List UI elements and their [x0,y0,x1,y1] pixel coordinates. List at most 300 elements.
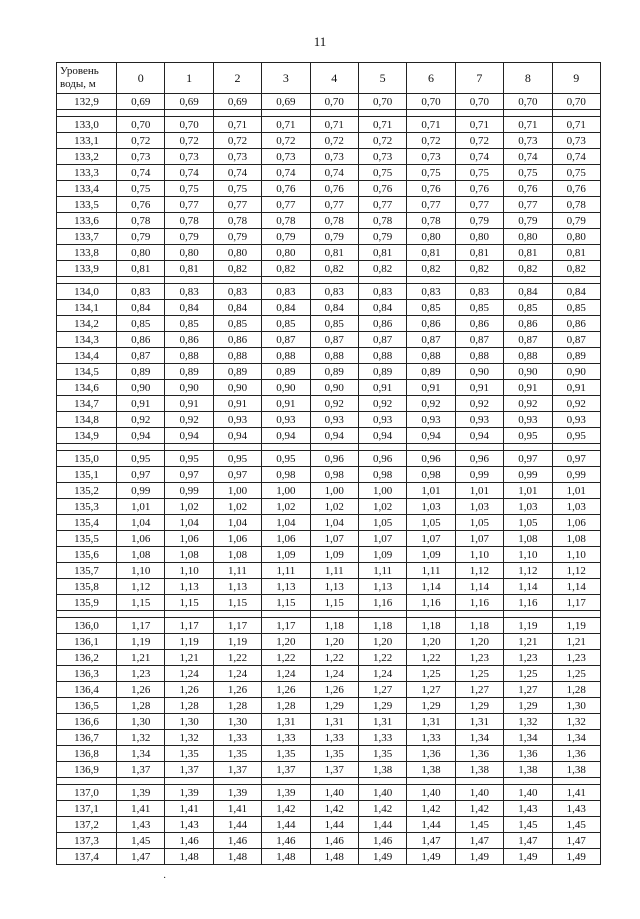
value-cell: 1,00 [358,483,406,499]
value-cell: 1,31 [262,714,310,730]
value-cell: 0,85 [455,300,503,316]
value-cell: 1,09 [358,547,406,563]
value-cell: 0,78 [165,213,213,229]
separator-cell [552,444,600,451]
value-cell: 0,81 [552,245,600,261]
header-col-9: 9 [552,63,600,94]
value-cell: 1,23 [455,650,503,666]
level-cell: 136,4 [57,682,117,698]
value-cell: 1,40 [310,785,358,801]
separator-cell [117,778,165,785]
value-cell: 0,98 [310,467,358,483]
value-cell: 1,14 [407,579,455,595]
level-cell: 136,0 [57,618,117,634]
value-cell: 1,45 [552,817,600,833]
level-cell: 137,4 [57,849,117,865]
value-cell: 1,07 [310,531,358,547]
value-cell: 1,48 [165,849,213,865]
level-cell: 136,5 [57,698,117,714]
value-cell: 1,03 [455,499,503,515]
separator-cell [407,110,455,117]
value-cell: 1,43 [504,801,552,817]
value-cell: 0,89 [213,364,261,380]
value-cell: 1,48 [213,849,261,865]
value-cell: 1,31 [358,714,406,730]
value-cell: 1,42 [455,801,503,817]
value-cell: 0,82 [358,261,406,277]
value-cell: 1,46 [213,833,261,849]
value-cell: 0,74 [310,165,358,181]
value-cell: 0,73 [262,149,310,165]
value-cell: 0,70 [552,94,600,110]
value-cell: 1,24 [358,666,406,682]
value-cell: 1,47 [552,833,600,849]
value-cell: 1,04 [117,515,165,531]
value-cell: 1,44 [310,817,358,833]
value-cell: 1,49 [358,849,406,865]
level-cell: 137,3 [57,833,117,849]
level-cell: 134,6 [57,380,117,396]
table-row [57,197,601,213]
value-cell: 1,42 [407,801,455,817]
value-cell: 0,95 [117,451,165,467]
value-cell: 0,97 [165,467,213,483]
value-cell: 1,18 [310,618,358,634]
value-cell: 1,30 [165,714,213,730]
value-cell: 0,76 [358,181,406,197]
value-cell: 0,94 [358,428,406,444]
value-cell: 0,75 [552,165,600,181]
value-cell: 0,84 [165,300,213,316]
value-cell: 0,80 [262,245,310,261]
value-cell: 0,87 [358,332,406,348]
table-row [57,213,601,229]
value-cell: 0,80 [504,229,552,245]
value-cell: 1,13 [213,579,261,595]
table-row [57,849,601,865]
value-cell: 0,81 [504,245,552,261]
value-cell: 0,72 [455,133,503,149]
value-cell: 0,78 [262,213,310,229]
level-cell: 135,7 [57,563,117,579]
value-cell: 1,05 [358,515,406,531]
value-cell: 0,91 [213,396,261,412]
value-cell: 1,40 [455,785,503,801]
header-col-6: 6 [407,63,455,94]
value-cell: 0,91 [407,380,455,396]
value-cell: 1,03 [552,499,600,515]
value-cell: 1,00 [310,483,358,499]
value-cell: 1,00 [262,483,310,499]
level-cell: 134,2 [57,316,117,332]
value-cell: 0,82 [552,261,600,277]
value-cell: 0,72 [310,133,358,149]
value-cell: 1,02 [165,499,213,515]
value-cell: 0,77 [310,197,358,213]
value-cell: 1,17 [552,595,600,611]
separator-cell [57,277,117,284]
value-cell: 0,90 [213,380,261,396]
value-cell: 0,92 [552,396,600,412]
page-number: 11 [313,34,327,49]
value-cell: 1,08 [213,547,261,563]
separator-cell [117,444,165,451]
level-cell: 135,5 [57,531,117,547]
level-cell: 134,3 [57,332,117,348]
value-cell: 0,75 [504,165,552,181]
value-cell: 0,77 [165,197,213,213]
value-cell: 1,48 [310,849,358,865]
group-separator [57,778,601,785]
value-cell: 0,69 [213,94,261,110]
value-cell: 0,96 [407,451,455,467]
value-cell: 0,85 [117,316,165,332]
value-cell: 0,73 [358,149,406,165]
level-cell: 136,2 [57,650,117,666]
value-cell: 0,73 [117,149,165,165]
value-cell: 1,10 [455,547,503,563]
value-cell: 0,92 [455,396,503,412]
value-cell: 0,85 [552,300,600,316]
table-row [57,785,601,801]
value-cell: 0,72 [262,133,310,149]
value-cell: 0,73 [504,133,552,149]
separator-cell [213,110,261,117]
value-cell: 1,20 [310,634,358,650]
value-cell: 1,43 [165,817,213,833]
separator-cell [504,277,552,284]
value-cell: 1,32 [552,714,600,730]
value-cell: 1,14 [504,579,552,595]
value-cell: 0,88 [407,348,455,364]
value-cell: 1,32 [504,714,552,730]
value-cell: 1,06 [213,531,261,547]
value-cell: 0,78 [117,213,165,229]
value-cell: 1,20 [358,634,406,650]
value-cell: 0,81 [407,245,455,261]
value-cell: 0,95 [504,428,552,444]
value-cell: 0,73 [310,149,358,165]
value-cell: 1,24 [310,666,358,682]
value-cell: 0,82 [455,261,503,277]
separator-cell [407,778,455,785]
value-cell: 1,04 [262,515,310,531]
value-cell: 1,38 [358,762,406,778]
value-cell: 1,06 [117,531,165,547]
value-cell: 1,45 [504,817,552,833]
table-row [57,94,601,110]
value-cell: 0,82 [213,261,261,277]
value-cell: 1,09 [262,547,310,563]
value-cell: 1,43 [552,801,600,817]
value-cell: 0,81 [117,261,165,277]
value-cell: 0,77 [262,197,310,213]
value-cell: 0,82 [407,261,455,277]
value-cell: 1,22 [310,650,358,666]
value-cell: 0,93 [504,412,552,428]
value-cell: 1,17 [165,618,213,634]
value-cell: 1,02 [262,499,310,515]
value-cell: 0,76 [407,181,455,197]
separator-cell [358,778,406,785]
value-cell: 1,42 [358,801,406,817]
table-row [57,428,601,444]
value-cell: 1,37 [213,762,261,778]
header-col-0: 0 [117,63,165,94]
value-cell: 0,88 [455,348,503,364]
separator-cell [504,778,552,785]
value-cell: 0,92 [310,396,358,412]
value-cell: 1,40 [407,785,455,801]
table-row [57,412,601,428]
separator-cell [358,110,406,117]
value-cell: 1,13 [165,579,213,595]
table-row [57,467,601,483]
value-cell: 1,46 [358,833,406,849]
value-cell: 0,97 [552,451,600,467]
value-cell: 0,87 [262,332,310,348]
value-cell: 1,03 [407,499,455,515]
table-row [57,634,601,650]
separator-cell [552,110,600,117]
value-cell: 1,11 [213,563,261,579]
value-cell: 0,70 [407,94,455,110]
value-cell: 0,87 [455,332,503,348]
value-cell: 1,25 [407,666,455,682]
value-cell: 0,91 [552,380,600,396]
value-cell: 0,84 [213,300,261,316]
value-cell: 1,15 [165,595,213,611]
value-cell: 0,93 [310,412,358,428]
separator-cell [165,444,213,451]
value-cell: 0,71 [358,117,406,133]
value-cell: 0,77 [455,197,503,213]
value-cell: 0,79 [552,213,600,229]
value-cell: 1,49 [455,849,503,865]
value-cell: 0,76 [552,181,600,197]
level-cell: 135,3 [57,499,117,515]
value-cell: 1,16 [455,595,503,611]
value-cell: 1,40 [504,785,552,801]
value-cell: 1,03 [504,499,552,515]
value-cell: 0,75 [358,165,406,181]
value-cell: 0,79 [358,229,406,245]
separator-cell [358,611,406,618]
value-cell: 0,71 [504,117,552,133]
value-cell: 0,69 [165,94,213,110]
value-cell: 1,10 [117,563,165,579]
value-cell: 1,29 [407,698,455,714]
level-cell: 133,9 [57,261,117,277]
value-cell: 0,78 [213,213,261,229]
value-cell: 0,82 [310,261,358,277]
value-cell: 0,73 [213,149,261,165]
value-cell: 1,33 [310,730,358,746]
value-cell: 1,21 [504,634,552,650]
value-cell: 0,72 [117,133,165,149]
value-cell: 1,42 [262,801,310,817]
value-cell: 0,71 [310,117,358,133]
value-cell: 0,73 [407,149,455,165]
table-row [57,714,601,730]
group-separator [57,444,601,451]
value-cell: 1,05 [407,515,455,531]
table-row [57,499,601,515]
value-cell: 0,85 [407,300,455,316]
value-cell: 0,84 [117,300,165,316]
level-cell: 137,1 [57,801,117,817]
value-cell: 1,08 [552,531,600,547]
value-cell: 0,71 [262,117,310,133]
value-cell: 0,89 [310,364,358,380]
table-row [57,547,601,563]
value-cell: 1,47 [407,833,455,849]
value-cell: 0,88 [310,348,358,364]
table-row [57,650,601,666]
value-cell: 0,75 [455,165,503,181]
level-cell: 136,7 [57,730,117,746]
value-cell: 1,04 [165,515,213,531]
value-cell: 1,17 [117,618,165,634]
value-cell: 0,92 [358,396,406,412]
separator-cell [358,277,406,284]
value-cell: 0,94 [165,428,213,444]
value-cell: 1,07 [407,531,455,547]
table-body [57,94,601,865]
value-cell: 0,99 [455,467,503,483]
value-cell: 0,80 [117,245,165,261]
table-row [57,817,601,833]
table-row [57,682,601,698]
value-cell: 0,75 [213,181,261,197]
value-cell: 1,31 [407,714,455,730]
level-cell: 136,1 [57,634,117,650]
value-cell: 1,28 [262,698,310,714]
level-cell: 133,3 [57,165,117,181]
value-cell: 1,34 [117,746,165,762]
value-cell: 0,86 [552,316,600,332]
separator-cell [407,444,455,451]
value-cell: 0,81 [310,245,358,261]
value-cell: 0,83 [213,284,261,300]
separator-cell [262,778,310,785]
value-cell: 0,83 [358,284,406,300]
value-cell: 0,80 [407,229,455,245]
value-cell: 0,74 [455,149,503,165]
value-cell: 1,12 [552,563,600,579]
table-row [57,730,601,746]
value-cell: 1,47 [455,833,503,849]
separator-cell [213,611,261,618]
level-cell: 135,2 [57,483,117,499]
value-cell: 0,94 [213,428,261,444]
value-cell: 1,07 [358,531,406,547]
header-col-4: 4 [310,63,358,94]
value-cell: 0,83 [117,284,165,300]
value-cell: 0,93 [358,412,406,428]
value-cell: 0,91 [504,380,552,396]
value-cell: 1,06 [165,531,213,547]
separator-cell [310,110,358,117]
value-cell: 1,36 [407,746,455,762]
value-cell: 0,91 [455,380,503,396]
header-col-8: 8 [504,63,552,94]
value-cell: 1,41 [552,785,600,801]
value-cell: 1,29 [455,698,503,714]
value-cell: 1,47 [504,833,552,849]
value-cell: 0,70 [310,94,358,110]
value-cell: 0,77 [407,197,455,213]
value-cell: 0,92 [504,396,552,412]
value-cell: 1,09 [407,547,455,563]
value-cell: 1,34 [552,730,600,746]
value-cell: 1,12 [455,563,503,579]
separator-cell [504,444,552,451]
value-cell: 0,75 [165,181,213,197]
value-cell: 1,33 [262,730,310,746]
separator-cell [504,110,552,117]
value-cell: 1,37 [310,762,358,778]
value-cell: 0,99 [117,483,165,499]
value-cell: 1,16 [407,595,455,611]
separator-cell [262,277,310,284]
value-cell: 0,83 [407,284,455,300]
separator-cell [358,444,406,451]
table-row [57,133,601,149]
table-row [57,300,601,316]
value-cell: 0,86 [455,316,503,332]
value-cell: 1,30 [117,714,165,730]
separator-cell [117,611,165,618]
level-cell: 136,6 [57,714,117,730]
value-cell: 1,38 [552,762,600,778]
value-cell: 1,16 [358,595,406,611]
value-cell: 1,10 [165,563,213,579]
value-cell: 1,38 [455,762,503,778]
value-cell: 0,79 [117,229,165,245]
value-cell: 0,97 [117,467,165,483]
value-cell: 1,45 [117,833,165,849]
value-cell: 0,86 [165,332,213,348]
value-cell: 1,11 [407,563,455,579]
value-cell: 1,32 [117,730,165,746]
value-cell: 0,87 [117,348,165,364]
value-cell: 1,31 [455,714,503,730]
table-row [57,801,601,817]
level-cell: 134,1 [57,300,117,316]
level-cell: 133,6 [57,213,117,229]
header-col-3: 3 [262,63,310,94]
value-cell: 0,72 [407,133,455,149]
value-cell: 0,72 [165,133,213,149]
table-row [57,165,601,181]
value-cell: 0,72 [213,133,261,149]
value-cell: 1,39 [262,785,310,801]
level-cell: 133,4 [57,181,117,197]
value-cell: 1,48 [262,849,310,865]
value-cell: 0,92 [117,412,165,428]
value-cell: 0,78 [407,213,455,229]
value-cell: 0,70 [504,94,552,110]
value-cell: 1,18 [407,618,455,634]
value-cell: 0,89 [262,364,310,380]
value-cell: 0,91 [262,396,310,412]
separator-cell [455,277,503,284]
value-cell: 0,86 [504,316,552,332]
table-row [57,531,601,547]
value-cell: 0,84 [262,300,310,316]
value-cell: 0,71 [455,117,503,133]
